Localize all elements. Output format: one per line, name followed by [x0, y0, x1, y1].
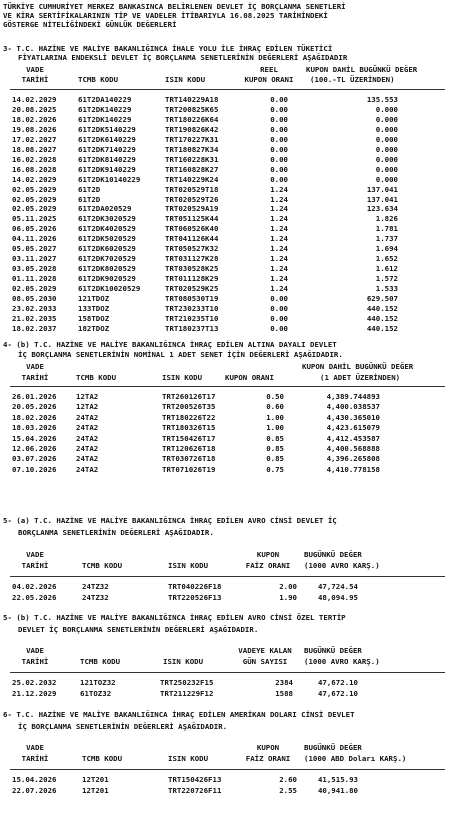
vade-tarihi-cell: 05.11.2025 [12, 214, 57, 223]
tcmb-kodu-cell: 12TA2 [76, 392, 99, 401]
vade-tarihi-cell: 16.02.2028 [12, 155, 57, 164]
tcmb-kodu-cell: 61T2DK140229 [78, 115, 132, 124]
tcmb-kodu-cell: 121TDOZ [78, 294, 110, 303]
kupon-orani-cell: 0.00 [270, 115, 288, 124]
isin-kodu-cell: TRT071026T19 [162, 465, 216, 474]
vade-tarihi-cell: 07.10.2026 [12, 465, 57, 474]
kupon-orani-cell: 1.24 [270, 254, 288, 263]
isin-kodu-cell: TRT210235T10 [165, 314, 219, 323]
vade-tarihi-cell: 08.05.2030 [12, 294, 57, 303]
vade-tarihi-cell: 03.07.2026 [12, 454, 57, 463]
col-header-faiz-orani: FAİZ ORANI [245, 561, 291, 570]
section-5a-title: BORÇLANMA SENETLERİNİN DEĞERLERİ AŞAĞIDADIR. [18, 528, 214, 537]
tcmb-kodu-cell: 24TZ32 [82, 582, 109, 591]
header-divider [10, 89, 445, 90]
col-header-kupon: KUPON [256, 743, 280, 752]
tcmb-kodu-cell: 61T2DK5140229 [78, 125, 136, 134]
kupon-orani-cell: 1.24 [270, 244, 288, 253]
tcmb-kodu-cell: 61T2DK140229 [78, 105, 132, 114]
col-header-vadeye-kalan: VADEYE KALAN [238, 646, 292, 655]
isin-kodu-cell: TRT150426F13 [168, 775, 222, 784]
deger-cell: 1.737 [375, 234, 398, 243]
kupon-orani-cell: 1.24 [270, 284, 288, 293]
deger-cell: 0.000 [375, 155, 398, 164]
section-5b-title: 5- (b) T.C. HAZİNE VE MALİYE BAKANLIĞINCA İHRAÇ EDİLEN AVRO CİNSİ ÖZEL TERTİP [3, 613, 346, 622]
isin-kodu-cell: TRT160828K27 [165, 165, 219, 174]
deger-cell: 4,400.568888 [326, 444, 380, 453]
deger-cell: 47,672.10 [317, 689, 358, 698]
vade-tarihi-cell: 20.05.2026 [12, 402, 57, 411]
kupon-orani-cell: 1.24 [270, 214, 288, 223]
deger-cell: 4,410.778158 [326, 465, 380, 474]
tcmb-kodu-cell: 24TA2 [76, 465, 99, 474]
col-header-reel: REEL [260, 65, 278, 74]
vade-tarihi-cell: 18.02.2037 [12, 324, 57, 333]
isin-kodu-cell: TRT041126K44 [165, 234, 219, 243]
vade-tarihi-cell: 16.08.2028 [12, 165, 57, 174]
tcmb-kodu-cell: 61T2DK8140229 [78, 155, 136, 164]
isin-kodu-cell: TRT050527K32 [165, 244, 219, 253]
section-5b-title: DEVLET İÇ BORÇLANMA SENETLERİNİN DEĞERLERİ AŞAĞIDADIR. [18, 625, 259, 634]
vade-tarihi-cell: 02.05.2029 [12, 204, 57, 213]
deger-cell: 440.152 [366, 314, 398, 323]
kupon-orani-cell: 0.00 [270, 135, 288, 144]
tcmb-kodu-cell: 61T2DK3020529 [78, 214, 136, 223]
col-header-vade: VADE [26, 743, 44, 752]
deger-cell: 629.507 [366, 294, 398, 303]
vade-tarihi-cell: 01.11.2028 [12, 274, 57, 283]
faiz-orani-cell: 2.00 [279, 582, 297, 591]
kupon-orani-cell: 0.85 [266, 434, 284, 443]
isin-kodu-cell: TRT020529A19 [165, 204, 219, 213]
col-header-deger: KUPON DAHİL BUGÜNKÜ DEĞER [302, 362, 414, 371]
gun-sayisi-cell: 2384 [275, 678, 293, 687]
tcmb-kodu-cell: 12T201 [82, 775, 109, 784]
isin-kodu-cell: TRT220526F13 [168, 593, 222, 602]
kupon-orani-cell: 0.00 [270, 125, 288, 134]
isin-kodu-cell: TRT211229F12 [160, 689, 214, 698]
isin-kodu-cell: TRT180827K34 [165, 145, 219, 154]
vade-tarihi-cell: 04.02.2026 [12, 582, 57, 591]
col-header-deger: BUGÜNKÜ DEĞER [304, 550, 362, 559]
vade-tarihi-cell: 14.02.2029 [12, 95, 57, 104]
header-divider [10, 386, 445, 387]
deger-cell: 4,396.265808 [326, 454, 380, 463]
kupon-orani-cell: 1.24 [270, 224, 288, 233]
isin-kodu-cell: TRT250232F15 [160, 678, 214, 687]
isin-kodu-cell: TRT200526T35 [162, 402, 216, 411]
vade-tarihi-cell: 20.08.2025 [12, 105, 57, 114]
vade-tarihi-cell: 02.05.2029 [12, 185, 57, 194]
isin-kodu-cell: TRT200825K65 [165, 105, 219, 114]
tcmb-kodu-cell: 61T2DK7020529 [78, 254, 136, 263]
col-header-gun-sayisi: GÜN SAYISI [242, 657, 288, 666]
kupon-orani-cell: 0.75 [266, 465, 284, 474]
isin-kodu-cell: TRT080530T19 [165, 294, 219, 303]
vade-tarihi-cell: 18.08.2027 [12, 145, 57, 154]
vade-tarihi-cell: 22.07.2026 [12, 786, 57, 795]
vade-tarihi-cell: 21.02.2035 [12, 314, 57, 323]
deger-cell: 1.533 [375, 284, 398, 293]
isin-kodu-cell: TRT020529K25 [165, 284, 219, 293]
deger-cell: 440.152 [366, 324, 398, 333]
col-header-isin: ISIN KODU [168, 754, 209, 763]
isin-kodu-cell: TRT060526K40 [165, 224, 219, 233]
isin-kodu-cell: TRT140229K24 [165, 175, 219, 184]
vade-tarihi-cell: 03.11.2027 [12, 254, 57, 263]
col-header-tcmb: TCMB KODU [80, 657, 121, 666]
col-header-vade: VADE [26, 65, 44, 74]
deger-cell: 4,389.744893 [326, 392, 380, 401]
tcmb-kodu-cell: 24TA2 [76, 423, 99, 432]
isin-kodu-cell: TRT260126T17 [162, 392, 216, 401]
isin-kodu-cell: TRT030528K25 [165, 264, 219, 273]
deger-cell: 47,672.10 [317, 678, 358, 687]
vade-tarihi-cell: 18.02.2026 [12, 115, 57, 124]
deger-cell: 4,423.615079 [326, 423, 380, 432]
deger-cell: 4,412.453587 [326, 434, 380, 443]
kupon-orani-cell: 0.85 [266, 444, 284, 453]
gun-sayisi-cell: 1588 [275, 689, 293, 698]
deger-cell: 40,941.80 [317, 786, 358, 795]
kupon-orani-cell: 0.00 [270, 175, 288, 184]
isin-kodu-cell: TRT180226K64 [165, 115, 219, 124]
intro-line: TÜRKİYE CUMHURİYET MERKEZ BANKASINCA BELİRLENEN DEVLET İÇ BORÇLANMA SENETLERİ [3, 2, 346, 11]
tcmb-kodu-cell: 61T2DK4020529 [78, 224, 136, 233]
col-header-vade: VADE [26, 550, 44, 559]
kupon-orani-cell: 0.00 [270, 145, 288, 154]
tcmb-kodu-cell: 24TA2 [76, 413, 99, 422]
deger-cell: 0.000 [375, 165, 398, 174]
col-header-vade: VADE [26, 646, 44, 655]
tcmb-kodu-cell: 24TA2 [76, 444, 99, 453]
tcmb-kodu-cell: 182TDOZ [78, 324, 110, 333]
isin-kodu-cell: TRT150426T17 [162, 434, 216, 443]
vade-tarihi-cell: 19.08.2026 [12, 125, 57, 134]
col-header-vade: VADE [26, 362, 44, 371]
kupon-orani-cell: 0.00 [270, 324, 288, 333]
vade-tarihi-cell: 15.04.2026 [12, 434, 57, 443]
tcmb-kodu-cell: 61T2DA140229 [78, 95, 132, 104]
col-header-isin: ISIN KODU [165, 75, 206, 84]
tcmb-kodu-cell: 12TA2 [76, 402, 99, 411]
kupon-orani-cell: 1.00 [266, 413, 284, 422]
col-header-deger: BUGÜNKÜ DEĞER [304, 646, 362, 655]
faiz-orani-cell: 1.90 [279, 593, 297, 602]
vade-tarihi-cell: 15.04.2026 [12, 775, 57, 784]
kupon-orani-cell: 0.00 [270, 304, 288, 313]
vade-tarihi-cell: 18.03.2026 [12, 423, 57, 432]
tcmb-kodu-cell: 61T2DK6020529 [78, 244, 136, 253]
kupon-orani-cell: 0.00 [270, 155, 288, 164]
vade-tarihi-cell: 04.11.2026 [12, 234, 57, 243]
tcmb-kodu-cell: 61TOZ32 [80, 689, 112, 698]
kupon-orani-cell: 1.24 [270, 264, 288, 273]
col-header-kupon-orani: KUPON ORANI [225, 373, 274, 382]
deger-cell: 0.000 [375, 145, 398, 154]
tcmb-kodu-cell: 61T2D [78, 195, 101, 204]
section-6-title: 6- T.C. HAZİNE VE MALİYE BAKANLIĞINCA İHRAÇ EDİLEN AMERİKAN DOLARI CİNSİ DEVLET [3, 710, 355, 719]
vade-tarihi-cell: 22.05.2026 [12, 593, 57, 602]
isin-kodu-cell: TRT180237T13 [165, 324, 219, 333]
kupon-orani-cell: 1.24 [270, 274, 288, 283]
kupon-orani-cell: 0.50 [266, 392, 284, 401]
tcmb-kodu-cell: 61T2DK10020529 [78, 284, 141, 293]
kupon-orani-cell: 1.24 [270, 195, 288, 204]
kupon-orani-cell: 1.24 [270, 204, 288, 213]
tcmb-kodu-cell: 61T2DK9140229 [78, 165, 136, 174]
deger-cell: 1.572 [375, 274, 398, 283]
vade-tarihi-cell: 02.05.2029 [12, 284, 57, 293]
tcmb-kodu-cell: 61T2D [78, 185, 101, 194]
kupon-orani-cell: 0.00 [270, 314, 288, 323]
deger-cell: 1.781 [375, 224, 398, 233]
section-5a-title: 5- (a) T.C. HAZİNE VE MALİYE BAKANLIĞINCA İHRAÇ EDİLEN AVRO CİNSİ DEVLET İÇ [3, 516, 337, 525]
section-3-title: FİYATLARINA ENDEKSLİ DEVLET İÇ BORÇLANMA SENETLERİNİN DEĞERLERİ AŞAĞIDADIR [18, 53, 348, 62]
col-header-tcmb: TCMB KODU [82, 754, 123, 763]
isin-kodu-cell: TRT220726F11 [168, 786, 222, 795]
deger-cell: 123.634 [366, 204, 398, 213]
col-header-tcmb: TCMB KODU [82, 561, 123, 570]
deger-cell: 48,094.95 [317, 593, 358, 602]
section-3-title: 3- T.C. HAZİNE VE MALİYE BAKANLIĞINCA İHALE YOLU İLE İHRAÇ EDİLEN TÜKETİCİ [3, 44, 333, 53]
tcmb-kodu-cell: 121TOZ32 [80, 678, 116, 687]
col-header-isin: ISIN KODU [163, 657, 204, 666]
isin-kodu-cell: TRT160228K31 [165, 155, 219, 164]
tcmb-kodu-cell: 24TA2 [76, 434, 99, 443]
kupon-orani-cell: 0.00 [270, 294, 288, 303]
tcmb-kodu-cell: 24TZ32 [82, 593, 109, 602]
deger-cell: 47,724.54 [317, 582, 358, 591]
tcmb-kodu-cell: 24TA2 [76, 454, 99, 463]
col-header-isin: ISIN KODU [168, 561, 209, 570]
deger-cell: 0.000 [375, 125, 398, 134]
col-header-tcmb: TCMB KODU [76, 373, 117, 382]
kupon-orani-cell: 1.00 [266, 423, 284, 432]
vade-tarihi-cell: 18.02.2026 [12, 413, 57, 422]
intro-line: VE KİRA SERTİFİKALARININ TİP VE VADELER İTİBARIYLA 16.08.2025 TARİHİNDEKİ [3, 11, 328, 20]
kupon-orani-cell: 0.00 [270, 95, 288, 104]
deger-cell: 135.553 [366, 95, 398, 104]
isin-kodu-cell: TRT170227K31 [165, 135, 219, 144]
isin-kodu-cell: TRT020529T18 [165, 185, 219, 194]
col-header-faiz-orani: FAİZ ORANI [245, 754, 291, 763]
deger-cell: 1.652 [375, 254, 398, 263]
isin-kodu-cell: TRT120626T18 [162, 444, 216, 453]
col-header-tarihi: TARİHİ [21, 754, 49, 763]
tcmb-kodu-cell: 61T2DK5020529 [78, 234, 136, 243]
isin-kodu-cell: TRT020529T26 [165, 195, 219, 204]
intro-line: GÖSTERGE NİTELİĞİNDEKİ GÜNLÜK DEĞERLERİ [3, 20, 177, 29]
col-header-deger-unit: (1000 ABD Doları KARŞ.) [304, 754, 407, 763]
deger-cell: 0.000 [375, 135, 398, 144]
faiz-orani-cell: 2.55 [279, 786, 297, 795]
vade-tarihi-cell: 05.05.2027 [12, 244, 57, 253]
tcmb-kodu-cell: 158TDOZ [78, 314, 110, 323]
deger-cell: 1.826 [375, 214, 398, 223]
vade-tarihi-cell: 03.05.2028 [12, 264, 57, 273]
col-header-deger: BUGÜNKÜ DEĞER [304, 743, 362, 752]
vade-tarihi-cell: 17.02.2027 [12, 135, 57, 144]
kupon-orani-cell: 1.24 [270, 234, 288, 243]
kupon-orani-cell: 1.24 [270, 185, 288, 194]
deger-cell: 1.694 [375, 244, 398, 253]
tcmb-kodu-cell: 133TDOZ [78, 304, 110, 313]
deger-cell: 41,515.93 [317, 775, 358, 784]
deger-cell: 440.152 [366, 304, 398, 313]
col-header-tarihi: TARİHİ [21, 75, 49, 84]
tcmb-kodu-cell: 61T2DK8020529 [78, 264, 136, 273]
deger-cell: 0.000 [375, 175, 398, 184]
col-header-deger-unit: (1000 AVRO KARŞ.) [304, 657, 380, 666]
col-header-tcmb: TCMB KODU [78, 75, 119, 84]
isin-kodu-cell: TRT180226T22 [162, 413, 216, 422]
isin-kodu-cell: TRT040226F18 [168, 582, 222, 591]
col-header-tarihi: TARİHİ [21, 657, 49, 666]
col-header-deger-unit: (1 ADET ÜZERİNDEN) [320, 373, 401, 382]
tcmb-kodu-cell: 12T201 [82, 786, 109, 795]
isin-kodu-cell: TRT180326T15 [162, 423, 216, 432]
deger-cell: 1.612 [375, 264, 398, 273]
vade-tarihi-cell: 26.01.2026 [12, 392, 57, 401]
kupon-orani-cell: 0.00 [270, 165, 288, 174]
tcmb-kodu-cell: 61T2DA020529 [78, 204, 132, 213]
tcmb-kodu-cell: 61T2DK6140229 [78, 135, 136, 144]
vade-tarihi-cell: 14.02.2029 [12, 175, 57, 184]
col-header-kupon-orani: KUPON ORANI [244, 75, 294, 84]
vade-tarihi-cell: 21.12.2029 [12, 689, 57, 698]
isin-kodu-cell: TRT011128K29 [165, 274, 219, 283]
deger-cell: 4,400.038537 [326, 402, 380, 411]
faiz-orani-cell: 2.60 [279, 775, 297, 784]
isin-kodu-cell: TRT030726T18 [162, 454, 216, 463]
section-4-title: İÇ BORÇLANMA SENETLERİNİN NOMİNAL 1 ADET SENET İÇİN DEĞERLERİ AŞAĞIDADIR. [18, 350, 343, 359]
vade-tarihi-cell: 25.02.2032 [12, 678, 57, 687]
isin-kodu-cell: TRT230233T10 [165, 304, 219, 313]
tcmb-kodu-cell: 61T2DK10140229 [78, 175, 141, 184]
kupon-orani-cell: 0.00 [270, 105, 288, 114]
col-header-deger: KUPON DAHİL BUGÜNKÜ DEĞER [306, 65, 418, 74]
tcmb-kodu-cell: 61T2DK7140229 [78, 145, 136, 154]
header-divider [10, 576, 445, 577]
col-header-kupon: KUPON [256, 550, 280, 559]
section-4-title: 4- (b) T.C. HAZİNE VE MALİYE BAKANLIĞINCA İHRAÇ EDİLEN ALTINA DAYALI DEVLET [3, 340, 337, 349]
col-header-deger-unit: (100.-TL ÜZERİNDEN) [310, 75, 395, 84]
col-header-deger-unit: (1000 AVRO KARŞ.) [304, 561, 380, 570]
isin-kodu-cell: TRT051125K44 [165, 214, 219, 223]
deger-cell: 137.041 [366, 195, 398, 204]
deger-cell: 4,430.365010 [326, 413, 380, 422]
tcmb-kodu-cell: 61T2DK9020529 [78, 274, 136, 283]
deger-cell: 137.041 [366, 185, 398, 194]
vade-tarihi-cell: 12.06.2026 [12, 444, 57, 453]
kupon-orani-cell: 0.60 [266, 402, 284, 411]
deger-cell: 0.000 [375, 105, 398, 114]
isin-kodu-cell: TRT140229A18 [165, 95, 219, 104]
isin-kodu-cell: TRT190826K42 [165, 125, 219, 134]
vade-tarihi-cell: 02.05.2029 [12, 195, 57, 204]
col-header-tarihi: TARİHİ [21, 373, 49, 382]
kupon-orani-cell: 0.85 [266, 454, 284, 463]
section-6-title: İÇ BORÇLANMA SENETLERİNİN DEĞERLERİ AŞAĞIDADIR. [18, 722, 228, 731]
col-header-isin: ISIN KODU [162, 373, 203, 382]
col-header-tarihi: TARİHİ [21, 561, 49, 570]
isin-kodu-cell: TRT031127K28 [165, 254, 219, 263]
header-divider [10, 672, 445, 673]
header-divider [10, 769, 445, 770]
deger-cell: 0.000 [375, 115, 398, 124]
vade-tarihi-cell: 06.05.2026 [12, 224, 57, 233]
vade-tarihi-cell: 23.02.2033 [12, 304, 57, 313]
